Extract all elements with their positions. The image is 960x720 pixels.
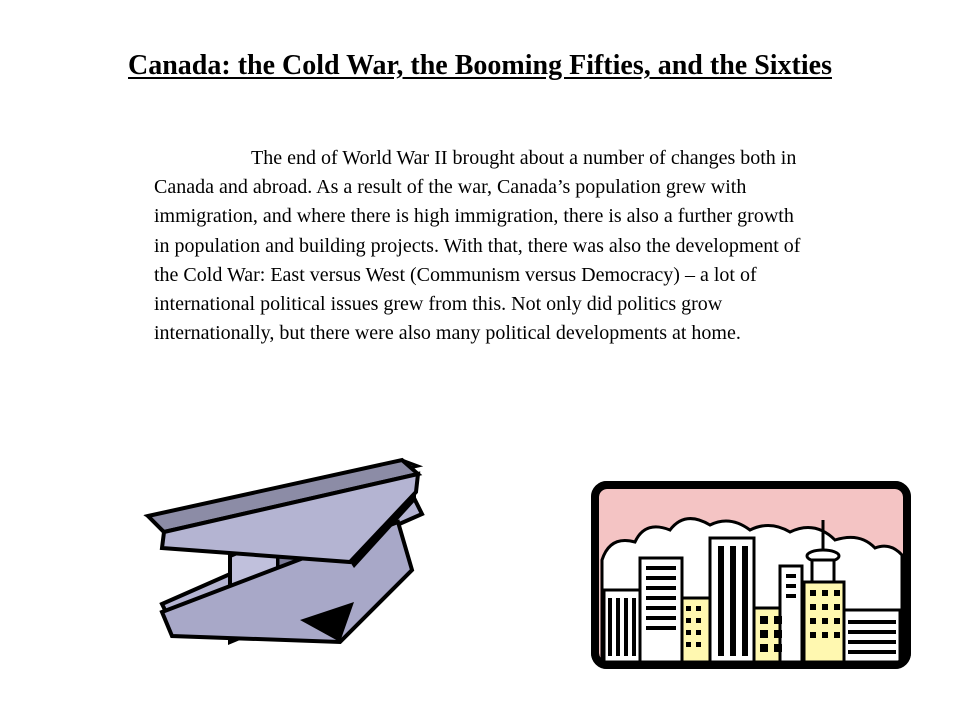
- building: [844, 610, 900, 662]
- slide-paragraph: The end of World War II brought about a number of changes both in Canada and abroad. As a result of the war, Canada’s population grew with immigration, and where there is high immigration, there is also a further growth in population and building projects. With that, there was also the development of the Cold War: East versus West (Communism versus Democracy) – a lot of international political issues grew from this. Not only did politics grow internationally, but there were also many political developments at home.: [154, 147, 801, 345]
- steel-i-beam-image: [140, 452, 430, 680]
- slide-title-text: Canada: the Cold War, the Booming Fifties, and the Sixties: [128, 50, 832, 81]
- city-skyline-image: [590, 480, 912, 670]
- slide-title: [100, 48, 860, 84]
- building: [780, 566, 802, 662]
